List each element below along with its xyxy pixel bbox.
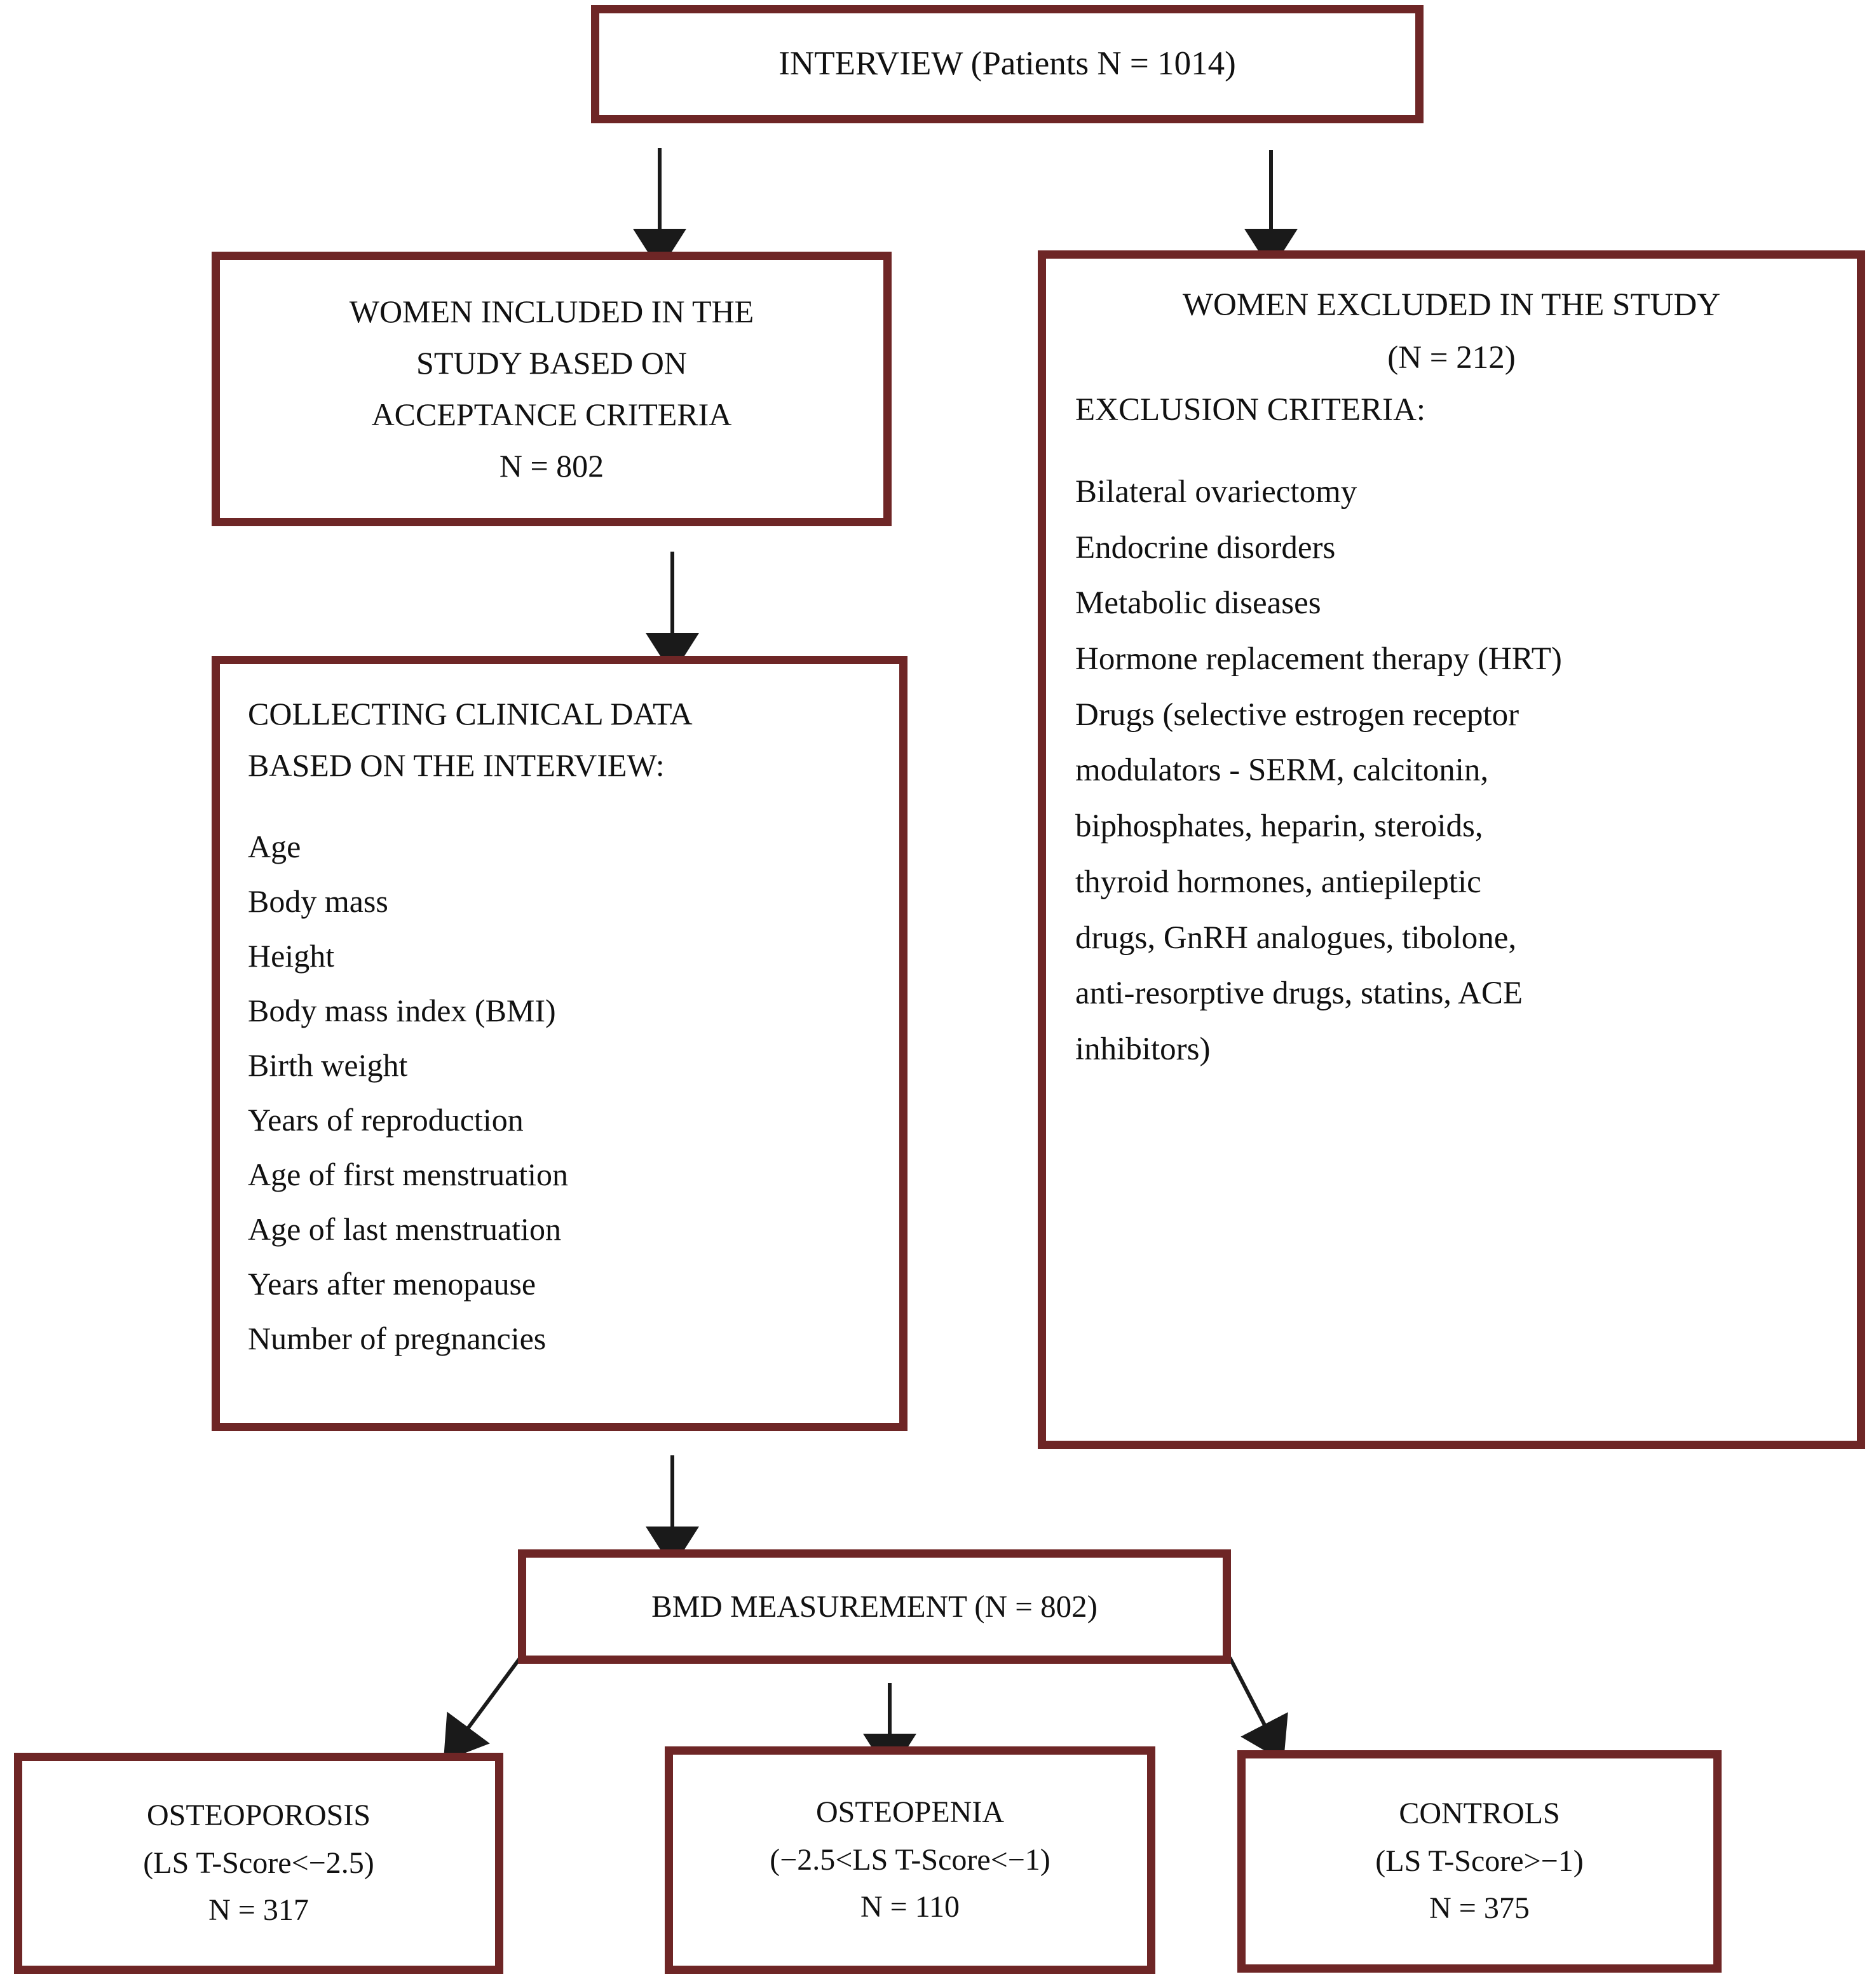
interview-box <box>591 5 1424 123</box>
clinical-heading-line-2: BASED ON THE INTERVIEW: <box>248 747 665 783</box>
clinical-item: Age <box>248 829 301 864</box>
outcome-count: N = 375 <box>1429 1891 1530 1926</box>
osteoporosis-box <box>14 1753 503 1974</box>
outcome-name: OSTEOPOROSIS <box>146 1799 371 1833</box>
exclusion-criterion: Metabolic diseases <box>1075 585 1321 622</box>
exclusion-criterion: inhibitors) <box>1075 1031 1211 1068</box>
outcome-criterion: (−2.5<LS T-Score<−1) <box>770 1842 1050 1877</box>
outcome-name: CONTROLS <box>1399 1797 1560 1831</box>
clinical-item: Number of pregnancies <box>248 1321 547 1356</box>
outcome-criterion: (LS T-Score<−2.5) <box>143 1846 374 1880</box>
exclusion-criterion: drugs, GnRH analogues, tibolone, <box>1075 920 1517 956</box>
excluded-heading: WOMEN EXCLUDED IN THE STUDY <box>1182 287 1721 323</box>
clinical-item: Age of last menstruation <box>248 1211 561 1247</box>
exclusion-criterion: thyroid hormones, antiepileptic <box>1075 864 1481 900</box>
exclusion-criterion: Hormone replacement therapy (HRT) <box>1075 641 1562 677</box>
included-line-3: ACCEPTANCE CRITERIA <box>371 397 732 432</box>
outcome-name: OSTEOPENIA <box>816 1795 1004 1830</box>
exclusion-criterion: biphosphates, heparin, steroids, <box>1075 808 1483 845</box>
clinical-item: Birth weight <box>248 1047 408 1083</box>
clinical-item: Height <box>248 938 335 974</box>
bmd-label: BMD MEASUREMENT (N = 802) <box>651 1589 1098 1624</box>
women-included-box <box>212 252 892 526</box>
clinical-item: Body mass index (BMI) <box>248 993 556 1028</box>
arrow-bmd-to-controls <box>1230 1657 1268 1731</box>
exclusion-criterion: Endocrine disorders <box>1075 529 1336 566</box>
exclusion-criteria-label: EXCLUSION CRITERIA: <box>1075 392 1426 428</box>
bmd-measurement-box <box>518 1549 1231 1664</box>
clinical-item: Body mass <box>248 883 388 919</box>
controls-box <box>1237 1750 1722 1973</box>
clinical-item: Years of reproduction <box>248 1102 524 1138</box>
included-line-1: WOMEN INCLUDED IN THE <box>349 294 754 329</box>
clinical-data-box <box>212 656 907 1431</box>
clinical-heading-line-1: COLLECTING CLINICAL DATA <box>248 696 693 731</box>
outcome-count: N = 317 <box>208 1893 309 1928</box>
included-count: N = 802 <box>499 448 604 484</box>
arrow-bmd-to-osteoporosis <box>464 1657 520 1734</box>
included-line-2: STUDY BASED ON <box>416 345 687 381</box>
osteopenia-box <box>665 1746 1155 1974</box>
women-excluded-box <box>1038 250 1865 1449</box>
exclusion-criterion: modulators - SERM, calcitonin, <box>1075 752 1489 789</box>
exclusion-criterion: Bilateral ovariectomy <box>1075 473 1357 510</box>
clinical-item: Age of first menstruation <box>248 1157 569 1192</box>
excluded-count: (N = 212) <box>1387 339 1516 376</box>
exclusion-criterion: Drugs (selective estrogen receptor <box>1075 697 1519 733</box>
clinical-item: Years after menopause <box>248 1266 536 1302</box>
exclusion-criterion: anti-resorptive drugs, statins, ACE <box>1075 976 1523 1012</box>
outcome-criterion: (LS T-Score>−1) <box>1375 1844 1584 1878</box>
interview-label: INTERVIEW (Patients N = 1014) <box>778 45 1236 83</box>
outcome-count: N = 110 <box>860 1890 960 1924</box>
